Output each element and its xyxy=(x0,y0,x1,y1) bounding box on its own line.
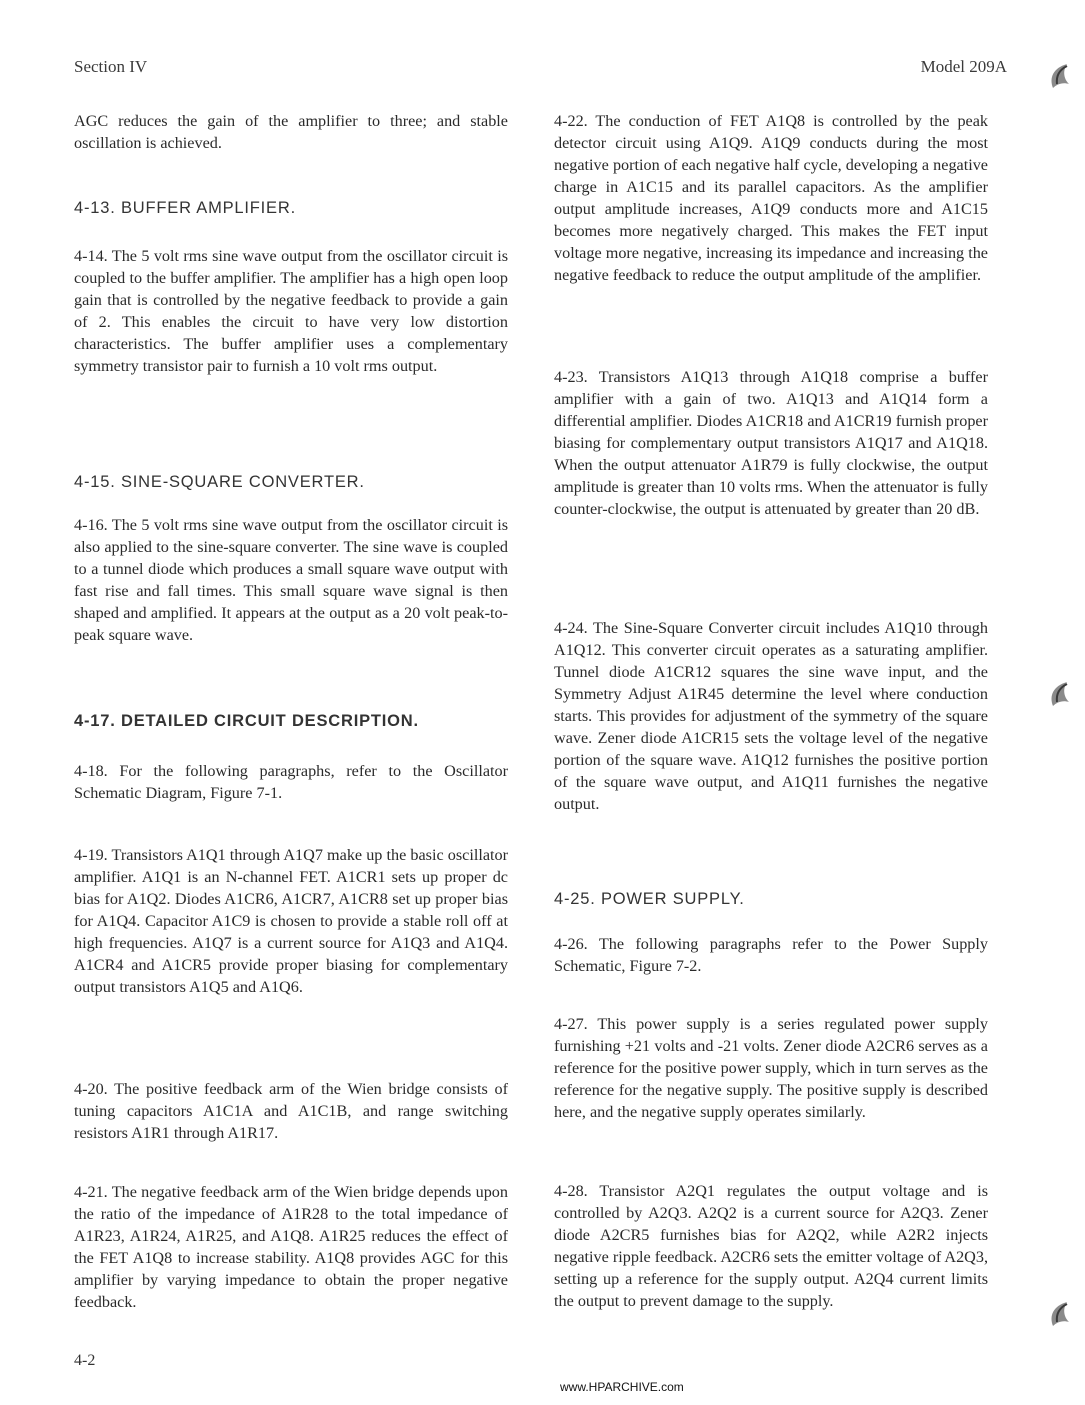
paragraph-4-22: 4-22. The conduction of FET A1Q8 is controlled by the peak detector circuit using A1Q9. A1Q9 conducts during the most negative portion of each negative half cycle, developing a negative charge in A1C15 and its parallel capacitors. As the amplifier output amplitude increases, A1Q9 conducts more and A1C15 becomes more negatively charged. This makes the FET input voltage more negative, increasing its impedance and increasing the negative feedback to reduce the output amplitude of the amplifier. xyxy=(554,112,988,284)
page-number: 4-2 xyxy=(74,1352,96,1369)
binder-ring-mark-top xyxy=(1047,62,1071,92)
paragraph-4-26: 4-26. The following paragraphs refer to the Power Supply Schematic, Figure 7-2. xyxy=(554,935,988,975)
section-header: Section IV xyxy=(74,57,148,76)
paragraph-4-20: 4-20. The positive feedback arm of the Wien bridge consists of tuning capacitors A1C1A and A1C1B, and range switching resistors A1R1 through A1R17. xyxy=(74,1080,508,1142)
heading-4-15: 4-15. SINE-SQUARE CONVERTER. xyxy=(74,473,365,491)
heading-4-25: 4-25. POWER SUPPLY. xyxy=(554,890,745,908)
heading-4-17: 4-17. DETAILED CIRCUIT DESCRIPTION. xyxy=(74,712,419,730)
paragraph-4-16: 4-16. The 5 volt rms sine wave output from the oscillator circuit is also applied to the sine-square converter. The sine wave is coupled to a tunnel diode which produces a small square wave output with fast rise and fall times. This small square wave signal is then shaped and amplified. It appears at the output as a 20 volt peak-to-peak square wave. xyxy=(74,516,508,644)
paragraph-4-19: 4-19. Transistors A1Q1 through A1Q7 make up the basic oscillator amplifier. A1Q1 is an N-channel FET. A1CR1 sets up proper dc bias for A1Q2. Diodes A1CR6, A1CR7, A1CR8 set up proper bias for A1Q4. Capacitor A1C9 is chosen to provide a stable roll off at high frequencies. A1Q7 is a current source for A1Q3 and A1Q4. A1CR4 and A1CR5 provide proper biasing for complementary output transistors A1Q5 and A1Q6. xyxy=(74,846,508,996)
paragraph-4-27: 4-27. This power supply is a series regulated power supply furnishing +21 volts and -21 volts. Zener diode A2CR6 serves as a reference for the positive power supply, which in turn serves as the reference for the negative supply. The positive supply is described here, and the negative supply operates similarly. xyxy=(554,1015,988,1121)
paragraph-4-14: 4-14. The 5 volt rms sine wave output from the oscillator circuit is coupled to the buffer amplifier. The amplifier has a high open loop gain that is controlled by the negative feedback to provide a gain of 2. This enables the circuit to have very low distortion characteristics. The buffer amplifier uses a complementary symmetry transistor pair to furnish a 10 volt rms output. xyxy=(74,247,508,375)
paragraph-agc: AGC reduces the gain of the amplifier to three; and stable oscillation is achieved. xyxy=(74,112,508,152)
paragraph-4-18: 4-18. For the following paragraphs, refer to the Oscillator Schematic Diagram, Figure 7-1. xyxy=(74,762,508,802)
model-header: Model 209A xyxy=(920,57,1007,76)
footer-url: www.HPARCHIVE.com xyxy=(560,1380,684,1394)
paragraph-4-23: 4-23. Transistors A1Q13 through A1Q18 comprise a buffer amplifier with a gain of two. A1Q13 and A1Q14 form a differential amplifier. Diodes A1CR18 and A1CR19 furnish proper biasing for complementary output transistors A1Q17 and A1Q18. When the output attenuator A1R79 is fully clockwise, the output amplitude is greater than 10 volts rms. When the attenuator is fully counter-clockwise, the output is attenuated by greater than 20 dB. xyxy=(554,368,988,518)
heading-4-13: 4-13. BUFFER AMPLIFIER. xyxy=(74,199,296,217)
paragraph-4-24: 4-24. The Sine-Square Converter circuit includes A1Q10 through A1Q12. This converter circuit operates as a saturating amplifier. Tunnel diode A1CR12 squares the sine wave input, and the Symmetry Adjust A1R45 determine the level where conduction starts. This provides for adjustment of the symmetry of the square wave. Zener diode A1CR15 sets the voltage level of the negative portion of the square wave. A1Q12 furnishes the positive portion of the square wave output, and A1Q11 furnishes the negative output. xyxy=(554,619,988,813)
paragraph-4-21: 4-21. The negative feedback arm of the Wien bridge depends upon the ratio of the impedance of A1R28 to the total impedance of A1R23, A1R24, A1R25, and A1Q8. A1R25 reduces the effect of the FET A1Q8 to increase stability. A1Q8 provides AGC for this amplifier by varying impedance to obtain the proper negative feedback. xyxy=(74,1183,508,1311)
binder-ring-mark-middle xyxy=(1047,680,1071,710)
binder-ring-mark-bottom xyxy=(1047,1300,1071,1330)
paragraph-4-28: 4-28. Transistor A2Q1 regulates the output voltage and is controlled by A2Q3. A2Q2 is a current source for A2Q3. Zener diode A2CR5 furnishes bias for A2Q2, while A2R2 injects negative ripple feedback. A2CR6 sets the emitter voltage of A2Q3, setting up a reference for the supply output. A2Q4 current limits the output to prevent damage to the supply. xyxy=(554,1182,988,1310)
